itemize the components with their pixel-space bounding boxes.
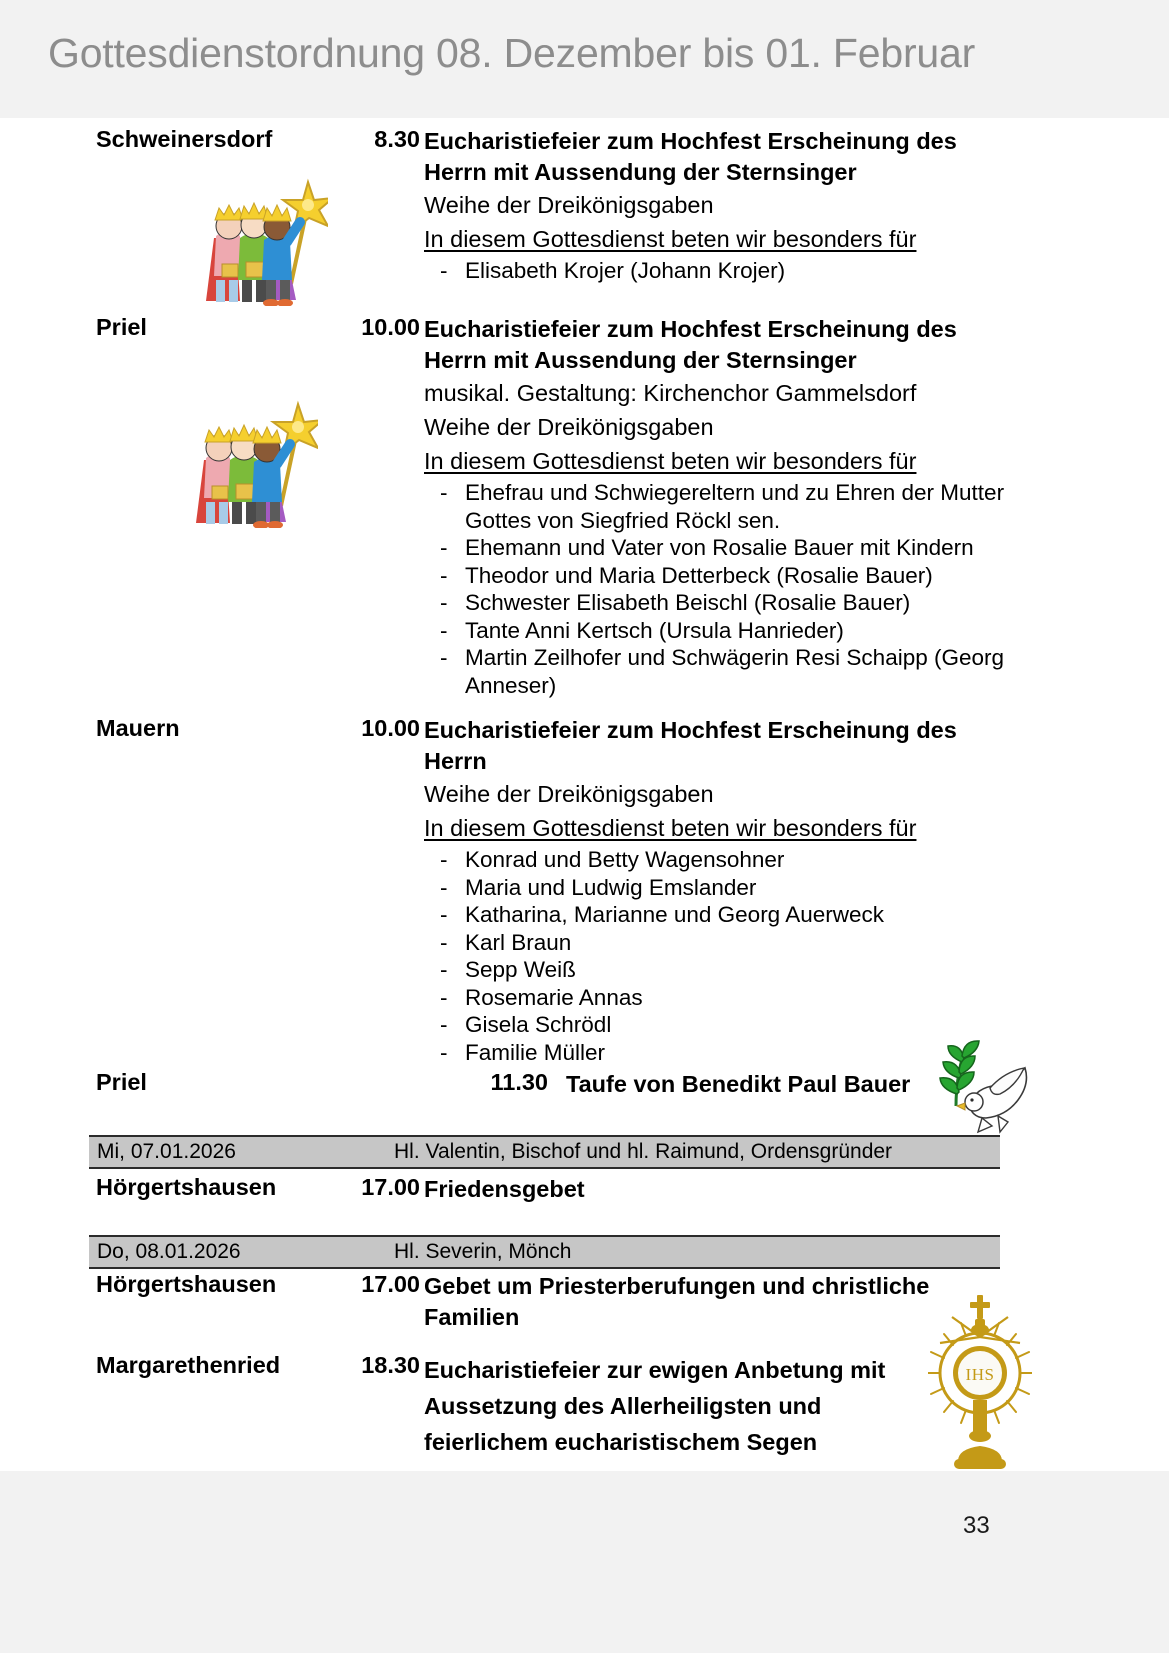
service-place: Mauern	[96, 715, 180, 741]
dove-with-olive-branch-icon	[912, 1028, 1030, 1134]
service-title: Eucharistiefeier zum Hochfest Erscheinung des Herrn	[424, 717, 957, 774]
service-body	[424, 715, 1020, 1066]
svg-text:IHS: IHS	[965, 1365, 995, 1384]
service-time: 18.30	[361, 1352, 420, 1378]
sternsinger-icon	[188, 176, 328, 306]
service-title: Taufe von Benedikt Paul Bauer	[566, 1071, 911, 1097]
service-subtitle: Weihe der Dreikönigsgaben	[424, 192, 714, 218]
prayer-list-item	[424, 956, 1020, 984]
prayer-list-item	[424, 534, 1020, 562]
saint-label: Hl. Valentin, Bischof und hl. Raimund, Ordensgründer	[394, 1140, 893, 1163]
prayer-list-item	[424, 644, 1020, 699]
prayer-item-text: Katharina, Marianne und Georg Auerweck	[465, 902, 884, 927]
list-dash: -	[440, 1012, 448, 1037]
saint-label: Hl. Severin, Mönch	[394, 1240, 572, 1263]
monstrance-icon	[928, 1293, 1032, 1469]
service-body	[424, 1352, 949, 1460]
prayer-list-item	[424, 617, 1020, 645]
prayer-list-item	[424, 562, 1020, 590]
prayer-list	[424, 479, 1020, 699]
prayer-list-item	[424, 846, 1020, 874]
prayer-item-text: Konrad und Betty Wagensohner	[465, 847, 785, 872]
service-place: Hörgertshausen	[96, 1271, 277, 1297]
date-label: Do, 08.01.2026	[97, 1240, 241, 1263]
service-subtitle: Weihe der Dreikönigsgaben	[424, 414, 714, 440]
prayer-item-text: Martin Zeilhofer und Schwägerin Resi Schaipp (Georg Anneser)	[465, 645, 1005, 698]
list-dash: -	[440, 590, 448, 615]
service-title: Friedensgebet	[424, 1176, 585, 1202]
list-dash: -	[440, 957, 448, 982]
prayer-list-item	[424, 257, 1020, 285]
service-title: Gebet um Priesterberufungen und christliche Familien	[424, 1273, 930, 1330]
service-time: 8.30	[374, 126, 420, 152]
list-dash: -	[440, 929, 448, 955]
service-title: Eucharistiefeier zum Hochfest Erscheinung des Herrn mit Aussendung der Sternsinger	[424, 128, 957, 185]
service-time: 10.00	[361, 715, 420, 741]
prayer-list	[424, 257, 1020, 285]
page-footer-band	[0, 1471, 1169, 1653]
list-dash: -	[440, 645, 448, 670]
service-place: Margarethenried	[96, 1352, 281, 1378]
service-place: Priel	[96, 314, 147, 340]
prayer-heading: In diesem Gottesdienst beten wir besonders für	[424, 815, 917, 841]
service-time: 17.00	[361, 1174, 420, 1200]
sternsinger-icon	[178, 398, 318, 528]
list-dash: -	[440, 1039, 448, 1065]
prayer-heading: In diesem Gottesdienst beten wir besonders für	[424, 226, 917, 252]
prayer-list-item	[424, 984, 1020, 1012]
list-dash: -	[440, 535, 448, 560]
list-dash: -	[440, 617, 448, 643]
prayer-item-text: Ehefrau und Schwiegereltern und zu Ehren der Mutter Gottes von Siegfried Röckl sen.	[465, 480, 1005, 533]
list-dash: -	[440, 902, 448, 927]
prayer-item-text: Elisabeth Krojer (Johann Krojer)	[465, 258, 786, 283]
prayer-item-text: Schwester Elisabeth Beischl (Rosalie Bauer)	[465, 590, 911, 615]
service-title: Eucharistiefeier zum Hochfest Erscheinung des Herrn mit Aussendung der Sternsinger	[424, 316, 957, 373]
prayer-item-text: Familie Müller	[465, 1039, 606, 1065]
prayer-list-item	[424, 589, 1020, 617]
service-body	[424, 126, 1020, 285]
service-body	[424, 1174, 1020, 1205]
prayer-heading: In diesem Gottesdienst beten wir besonders für	[424, 448, 917, 474]
page-header-band	[0, 0, 1169, 118]
list-dash: -	[440, 874, 448, 900]
service-time: 11.30	[490, 1069, 548, 1095]
prayer-list-item	[424, 901, 1020, 929]
service-place: Hörgertshausen	[96, 1174, 277, 1200]
service-subtitle: musikal. Gestaltung: Kirchenchor Gammelsdorf	[424, 380, 917, 406]
prayer-item-text: Tante Anni Kertsch (Ursula Hanrieder)	[465, 617, 844, 643]
service-body	[424, 314, 1020, 699]
service-subtitle: Weihe der Dreikönigsgaben	[424, 781, 714, 807]
service-title: Eucharistiefeier zur ewigen Anbetung mit Aussetzung des Allerheiligsten und feierlichem eucharistischem Segen	[424, 1357, 886, 1455]
prayer-list-item	[424, 874, 1020, 902]
prayer-list-item	[424, 929, 1020, 957]
list-dash: -	[440, 984, 448, 1010]
page-content	[0, 118, 1169, 1471]
service-place: Schweinersdorf	[96, 126, 273, 152]
prayer-list-item	[424, 479, 1020, 534]
list-dash: -	[440, 847, 448, 872]
page-number: 33	[963, 1512, 990, 1539]
service-time: 10.00	[361, 314, 420, 340]
prayer-item-text: Maria und Ludwig Emslander	[465, 874, 757, 900]
date-bar	[89, 1135, 1000, 1169]
date-bar	[89, 1235, 1000, 1269]
list-dash: -	[440, 258, 448, 283]
service-time: 17.00	[361, 1271, 420, 1297]
list-dash: -	[440, 480, 448, 505]
prayer-item-text: Karl Braun	[465, 929, 572, 955]
date-label: Mi, 07.01.2026	[97, 1140, 236, 1163]
prayer-item-text: Ehemann und Vater von Rosalie Bauer mit Kindern	[465, 535, 974, 560]
prayer-item-text: Theodor und Maria Detterbeck (Rosalie Bauer)	[465, 562, 933, 588]
page-title: Gottesdienstordnung 08. Dezember bis 01. Februar	[48, 30, 976, 76]
list-dash: -	[440, 562, 448, 588]
prayer-item-text: Rosemarie Annas	[465, 984, 643, 1010]
prayer-item-text: Gisela Schrödl	[465, 1012, 612, 1037]
service-place: Priel	[96, 1069, 147, 1095]
prayer-item-text: Sepp Weiß	[465, 957, 576, 982]
